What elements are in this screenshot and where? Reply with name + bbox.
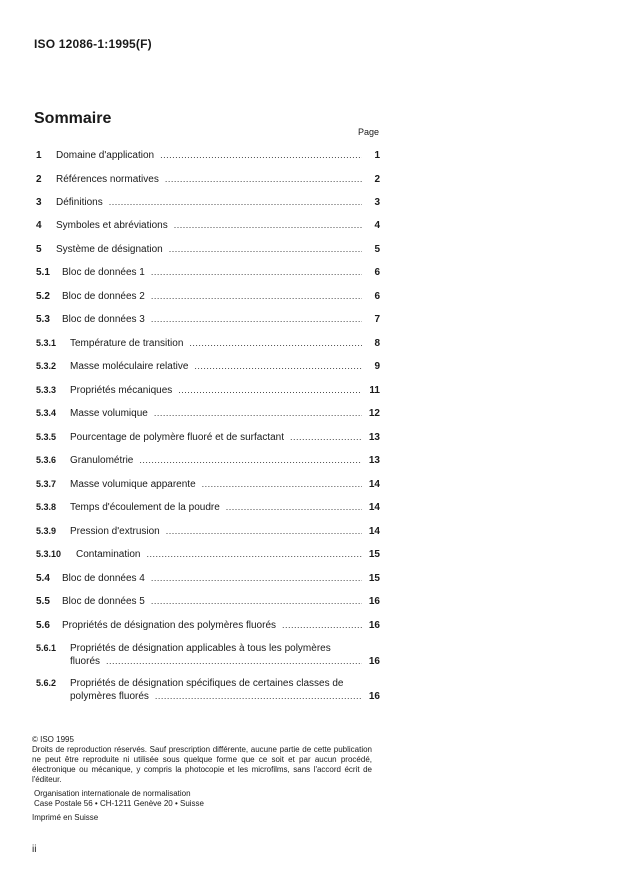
toc-number: 5 bbox=[36, 244, 42, 255]
toc-page: 3 bbox=[374, 197, 380, 208]
toc-label: Système de désignation bbox=[56, 244, 163, 255]
toc-leader bbox=[165, 173, 362, 185]
toc-label-line1: Propriétés de désignation applicables à tous les polymères bbox=[70, 643, 331, 654]
toc-entry[interactable] bbox=[36, 196, 380, 209]
printed-in: Imprimé en Suisse bbox=[32, 813, 99, 822]
toc-page: 15 bbox=[368, 573, 380, 584]
toc-label: Propriétés mécaniques bbox=[70, 385, 173, 396]
toc-leader bbox=[174, 219, 362, 231]
toc-leader bbox=[151, 266, 362, 278]
toc-label: Domaine d'application bbox=[56, 150, 155, 161]
toc-leader bbox=[139, 454, 362, 466]
toc-leader bbox=[290, 431, 362, 443]
toc-page: 14 bbox=[368, 479, 380, 490]
toc-entry[interactable] bbox=[36, 431, 380, 444]
toc-number: 5.3.9 bbox=[36, 526, 57, 536]
toc-number: 5.6 bbox=[36, 620, 50, 631]
toc-leader bbox=[146, 548, 362, 560]
toc-label: Contamination bbox=[76, 549, 141, 560]
organization-address: Case Postale 56 • CH-1211 Genève 20 • Suisse bbox=[34, 799, 204, 808]
toc-label: Pression d'extrusion bbox=[70, 526, 160, 537]
toc-label: Masse volumique bbox=[70, 408, 148, 419]
toc-entry[interactable] bbox=[36, 219, 380, 232]
toc-page: 1 bbox=[374, 150, 380, 161]
toc-label: Symboles et abréviations bbox=[56, 220, 168, 231]
toc-entry[interactable] bbox=[36, 548, 380, 561]
toc-label: Masse moléculaire relative bbox=[70, 361, 189, 372]
toc-label: Propriétés de désignation des polymères fluorés bbox=[62, 620, 277, 631]
toc-label: Température de transition bbox=[70, 338, 184, 349]
toc-number: 4 bbox=[36, 220, 42, 231]
toc-number: 5.3 bbox=[36, 314, 50, 325]
page-number: ii bbox=[32, 844, 37, 855]
toc-page: 9 bbox=[374, 361, 380, 372]
toc-leader bbox=[106, 655, 362, 667]
toc-leader bbox=[202, 478, 362, 490]
toc-page: 6 bbox=[374, 267, 380, 278]
toc-page: 5 bbox=[374, 244, 380, 255]
toc-leader bbox=[154, 407, 362, 419]
toc-page: 12 bbox=[368, 408, 380, 419]
toc-leader bbox=[151, 290, 362, 302]
toc-entry[interactable] bbox=[36, 501, 380, 514]
toc-page: 14 bbox=[368, 526, 380, 537]
toc-page: 7 bbox=[374, 314, 380, 325]
toc-number: 5.3.3 bbox=[36, 385, 57, 395]
toc-label: Pourcentage de polymère fluoré et de surfactant bbox=[70, 432, 285, 443]
toc-leader bbox=[109, 196, 362, 208]
toc-entry[interactable] bbox=[36, 173, 380, 186]
toc-entry[interactable] bbox=[36, 243, 380, 256]
toc-page: 15 bbox=[368, 549, 380, 560]
copyright-line: © ISO 1995 bbox=[32, 735, 74, 744]
toc-page: 6 bbox=[374, 291, 380, 302]
toc-number: 1 bbox=[36, 150, 42, 161]
toc-entry[interactable] bbox=[36, 337, 380, 350]
toc-leader bbox=[151, 572, 362, 584]
toc-number: 5.3.4 bbox=[36, 408, 57, 418]
toc-label: Bloc de données 5 bbox=[62, 596, 145, 607]
toc-entry[interactable] bbox=[36, 478, 380, 491]
toc-entry[interactable] bbox=[36, 619, 380, 632]
toc-number: 5.3.10 bbox=[36, 549, 62, 559]
toc-entry[interactable] bbox=[36, 677, 380, 703]
toc-label: Masse volumique apparente bbox=[70, 479, 196, 490]
toc-entry[interactable] bbox=[36, 407, 380, 420]
toc-label: Bloc de données 1 bbox=[62, 267, 145, 278]
toc-page: 11 bbox=[369, 385, 380, 396]
toc-label: Références normatives bbox=[56, 174, 159, 185]
toc-leader bbox=[226, 501, 362, 513]
toc-number: 5.3.7 bbox=[36, 479, 57, 489]
toc-page: 16 bbox=[368, 596, 380, 607]
toc-leader bbox=[160, 149, 362, 161]
toc-label-line2: fluorés bbox=[70, 656, 101, 667]
toc-label: Granulométrie bbox=[70, 455, 134, 466]
rights-notice: Droits de reproduction réservés. Sauf prescription différente, aucune partie de cette publication ne peut être reproduite ni utilisée sous quelque forme que ce soit et par aucun procédé, électronique ou mécanique, y compris la photocopie et les microfilms, sans l'accord écrit de l'éditeur. bbox=[32, 745, 372, 784]
toc-leader bbox=[282, 619, 362, 631]
toc-page: 14 bbox=[368, 502, 380, 513]
toc-entry[interactable] bbox=[36, 642, 380, 668]
page-title: Sommaire bbox=[34, 110, 112, 127]
toc-entry[interactable] bbox=[36, 384, 380, 397]
toc-page: 4 bbox=[374, 220, 380, 231]
toc-label-line2: polymères fluorés bbox=[70, 691, 149, 702]
page-column-label: Page bbox=[358, 127, 380, 137]
toc-entry[interactable] bbox=[36, 454, 380, 467]
toc-number: 5.1 bbox=[36, 267, 50, 278]
toc-label: Bloc de données 4 bbox=[62, 573, 145, 584]
toc-label: Définitions bbox=[56, 197, 103, 208]
toc-label-line1: Propriétés de désignation spécifiques de certaines classes de bbox=[70, 678, 344, 689]
toc-leader bbox=[169, 243, 362, 255]
toc-page: 13 bbox=[368, 432, 380, 443]
toc-number: 5.6.1 bbox=[36, 643, 57, 653]
toc-entry[interactable] bbox=[36, 266, 380, 279]
toc-entry[interactable] bbox=[36, 525, 380, 538]
toc-leader bbox=[151, 595, 362, 607]
toc-number: 5.3.5 bbox=[36, 432, 57, 442]
toc-leader bbox=[155, 690, 362, 702]
toc-entry[interactable] bbox=[36, 572, 380, 585]
toc-number: 5.5 bbox=[36, 596, 50, 607]
toc-number: 5.3.6 bbox=[36, 455, 57, 465]
toc-number: 5.6.2 bbox=[36, 678, 57, 688]
toc-leader bbox=[189, 337, 362, 349]
copyright-block bbox=[32, 735, 372, 823]
toc-entry[interactable] bbox=[36, 149, 380, 162]
toc-number: 5.3.8 bbox=[36, 502, 57, 512]
toc-number: 3 bbox=[36, 197, 42, 208]
toc-number: 5.3.1 bbox=[36, 338, 57, 348]
toc-entry[interactable] bbox=[36, 360, 380, 373]
toc-page: 13 bbox=[368, 455, 380, 466]
toc-entry[interactable] bbox=[36, 313, 380, 326]
toc-page: 8 bbox=[374, 338, 380, 349]
toc-leader bbox=[178, 384, 362, 396]
toc-leader bbox=[166, 525, 362, 537]
toc-entry[interactable] bbox=[36, 290, 380, 303]
toc-entry[interactable] bbox=[36, 595, 380, 608]
toc-label: Bloc de données 2 bbox=[62, 291, 145, 302]
organization-name: Organisation internationale de normalisation bbox=[34, 789, 191, 798]
toc-number: 5.4 bbox=[36, 573, 50, 584]
toc-number: 5.2 bbox=[36, 291, 50, 302]
toc-number: 2 bbox=[36, 174, 42, 185]
toc-label: Temps d'écoulement de la poudre bbox=[70, 502, 220, 513]
toc-leader bbox=[194, 360, 362, 372]
toc-label: Bloc de données 3 bbox=[62, 314, 145, 325]
toc-page: 16 bbox=[368, 691, 380, 702]
toc-page: 16 bbox=[368, 656, 380, 667]
toc-number: 5.3.2 bbox=[36, 361, 57, 371]
toc-leader bbox=[151, 313, 362, 325]
toc-page: 2 bbox=[374, 174, 380, 185]
toc-page: 16 bbox=[368, 620, 380, 631]
document-id: ISO 12086-1:1995(F) bbox=[34, 37, 152, 51]
